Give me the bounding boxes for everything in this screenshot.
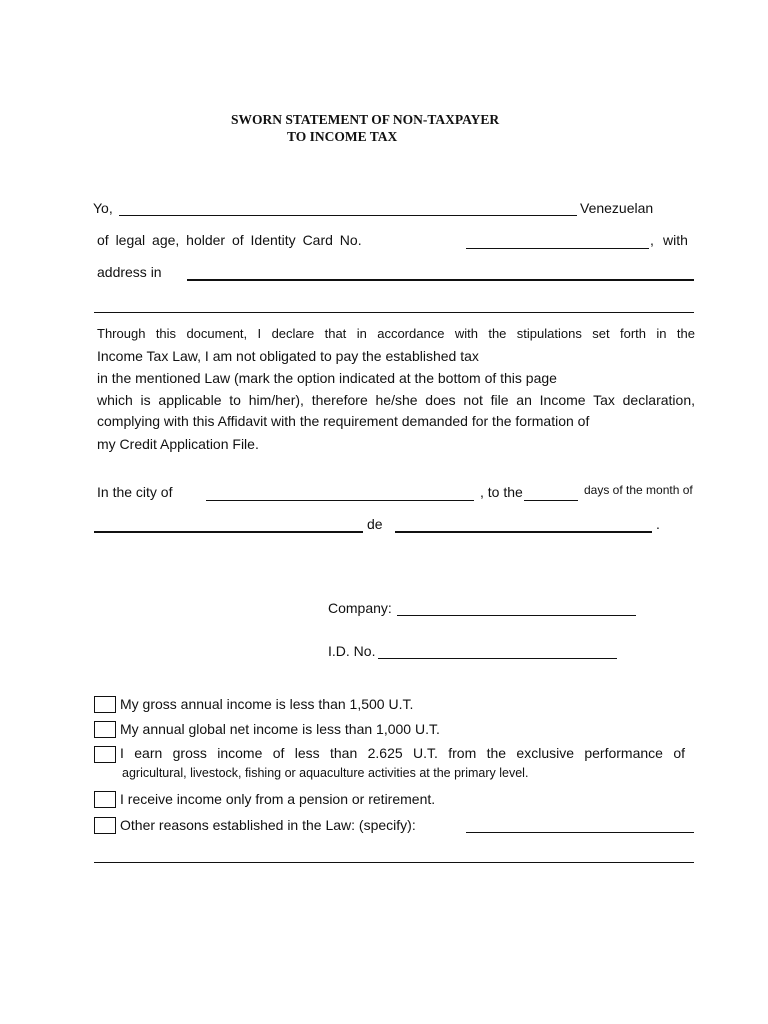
comma-mark: , [650,232,654,248]
option-label-4: I receive income only from a pension or retirement. [120,791,436,807]
de-label: de [367,516,383,532]
declaration-line-4: which is applicable to him/her), therefore he/she does not file an Income Tax declaration, [97,392,695,408]
option-label-5: Other reasons established in the Law: (specify): [120,817,416,833]
declaration-line-5: complying with this Affidavit with the requirement demanded for the formation of [97,413,590,429]
city-field[interactable] [206,500,474,501]
document-title: SWORN STATEMENT OF NON-TAXPAYER [231,112,500,127]
address-field[interactable] [187,279,694,281]
declaration-line-6: my Credit Application File. [97,436,259,452]
city-label: In the city of [97,484,173,500]
option-checkbox-5[interactable] [94,817,116,834]
declaration-line-2: Income Tax Law, I am not obligated to pay the established tax [97,348,479,364]
company-label: Company: [328,600,392,616]
days-of-month-label: days of the month of [584,483,693,497]
identity-card-label: of legal age, holder of Identity Card No. [97,232,362,248]
id-number-field[interactable] [378,658,617,659]
declaration-line-3: in the mentioned Law (mark the option indicated at the bottom of this page [97,370,557,386]
month-field[interactable] [94,531,363,533]
address-field-continued[interactable] [94,312,694,313]
option-checkbox-3[interactable] [94,746,116,763]
option-label-3: I earn gross income of less than 2.625 U.T. from the exclusive performance of [120,745,685,761]
day-field[interactable] [524,500,578,501]
option-checkbox-4[interactable] [94,791,116,808]
option-checkbox-1[interactable] [94,696,116,713]
other-reason-field[interactable] [466,832,694,833]
year-field[interactable] [395,531,652,533]
company-field[interactable] [397,615,636,616]
yo-label: Yo, [93,200,113,216]
to-the-label: , to the [480,484,523,500]
name-field[interactable] [119,215,577,216]
identity-card-field[interactable] [466,248,649,249]
other-reason-field-continued[interactable] [94,862,694,863]
declaration-line-1: Through this document, I declare that in accordance with the stipulations set forth in the [97,326,695,341]
option-label-1: My gross annual income is less than 1,500 U.T. [120,696,414,712]
with-label: with [663,232,688,248]
address-label: address in [97,264,162,280]
nationality-label: Venezuelan [580,200,654,216]
period-mark: . [656,516,660,532]
option-label-2: My annual global net income is less than 1,000 U.T. [120,721,440,737]
option-label-3-continued: agricultural, livestock, fishing or aquaculture activities at the primary level. [122,766,529,780]
document-subtitle: TO INCOME TAX [287,129,398,144]
id-number-label: I.D. No. [328,643,376,659]
option-checkbox-2[interactable] [94,721,116,738]
